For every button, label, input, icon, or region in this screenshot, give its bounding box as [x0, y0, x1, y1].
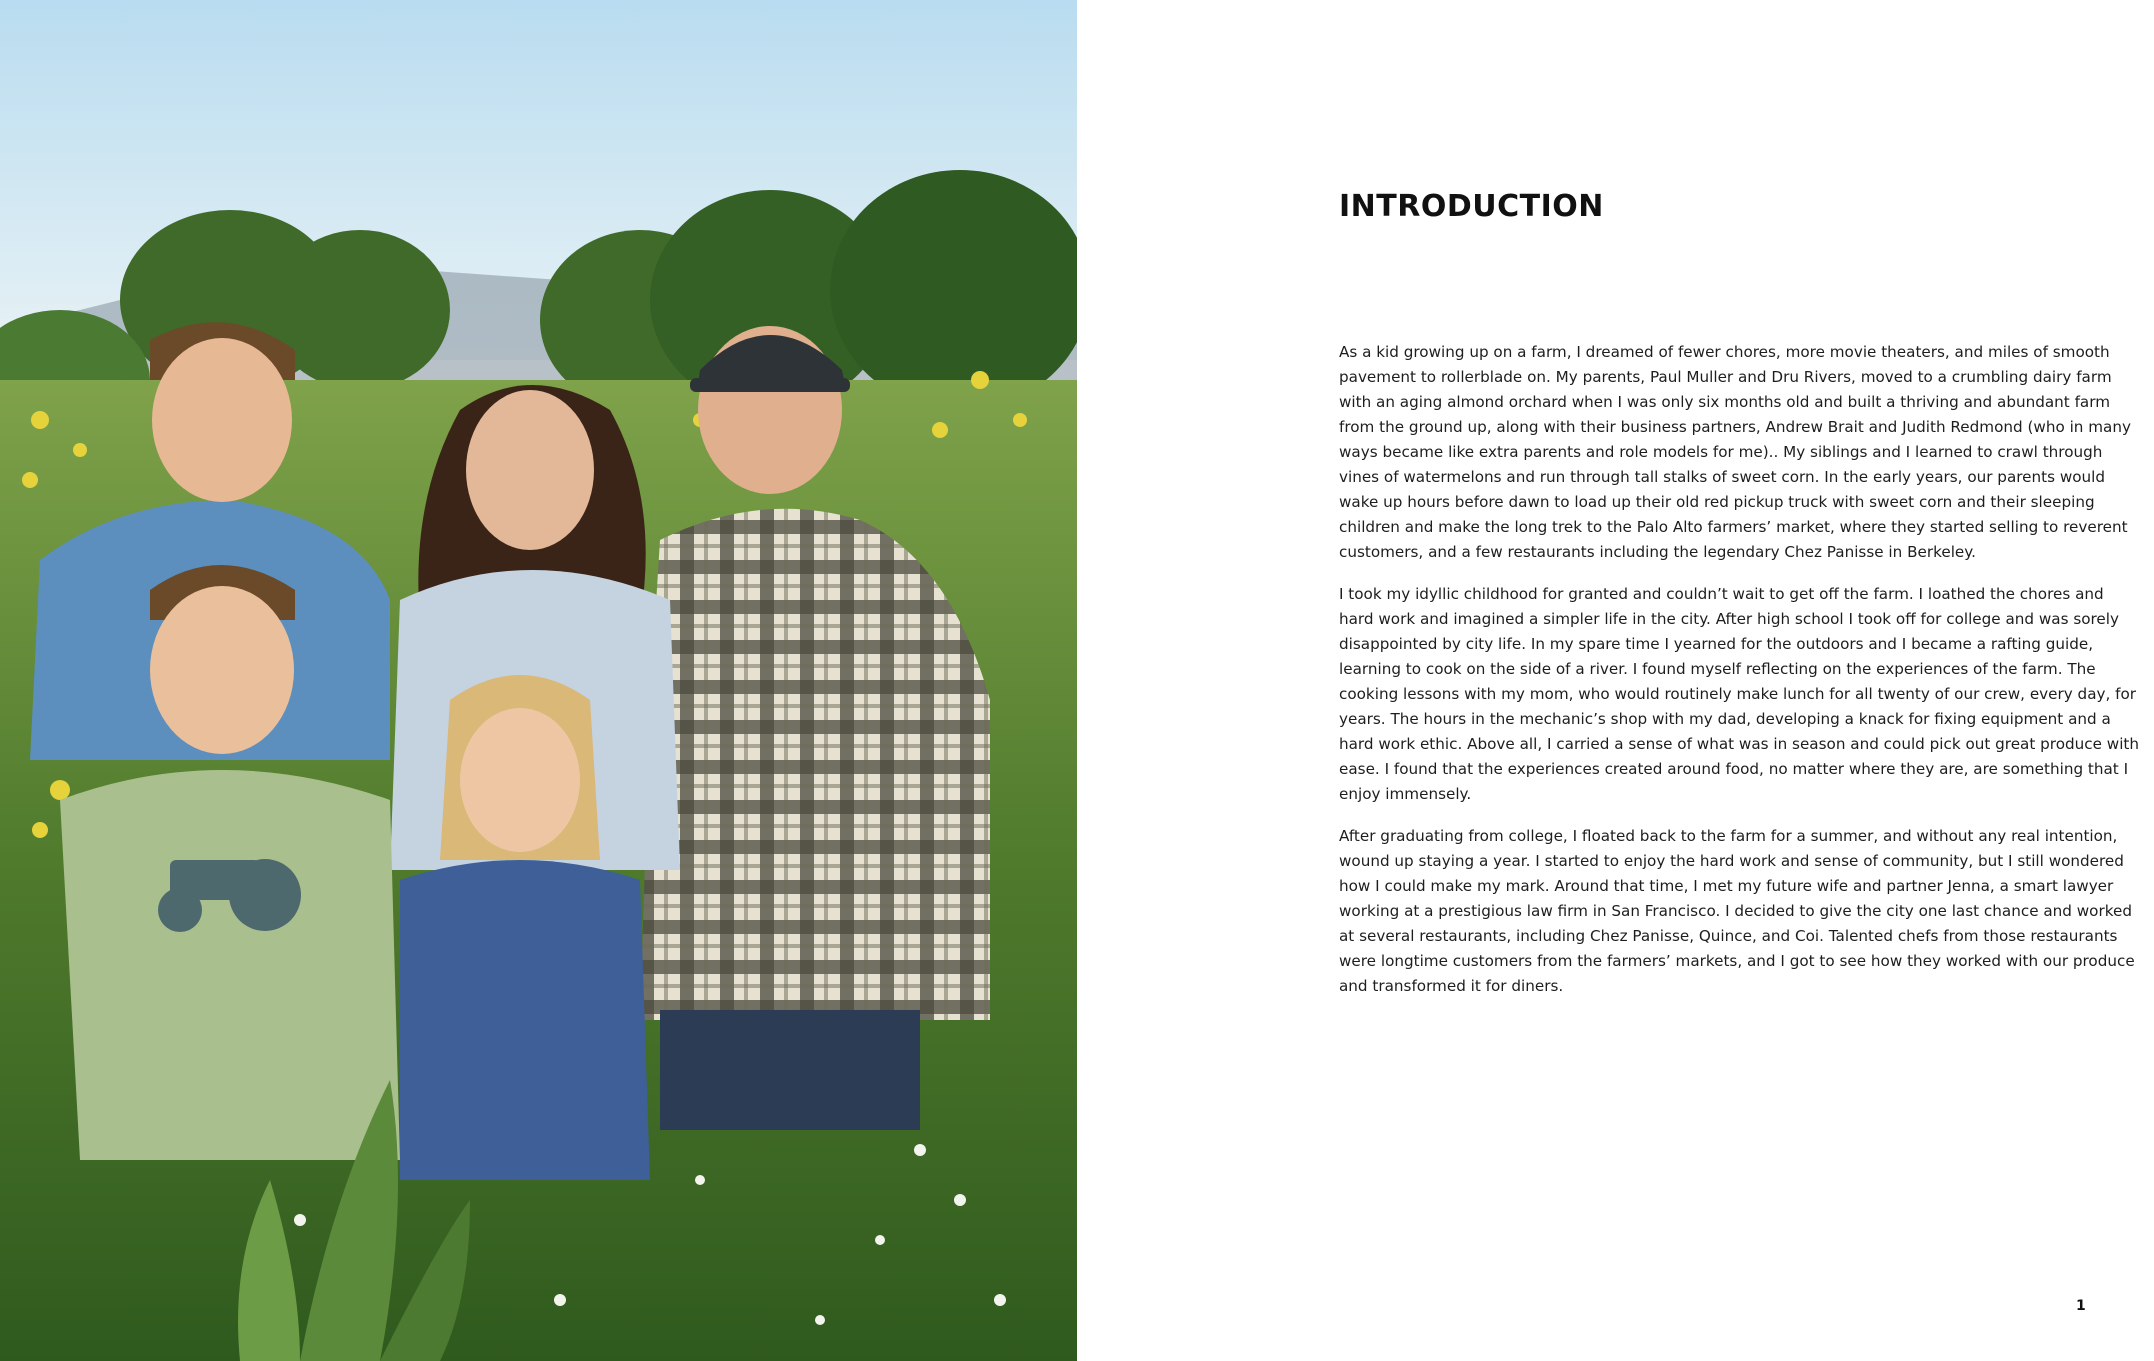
body-copy — [1339, 340, 2139, 1016]
page-number: 1 — [2076, 1298, 2086, 1314]
page-title: INTRODUCTION — [1339, 189, 1604, 224]
text-page — [1077, 0, 2154, 1361]
paragraph-2: I took my idyllic childhood for granted and couldn’t wait to get off the farm. I loathed the chores and hard work and imagined a simpler life in the city. After high school I took off for college and was sorely disappointed by city life. In my spare time I yearned for the outdoors and I became a rafting guide, learning to cook on the side of a river. I found myself reflecting on the experiences of the farm. The cooking lessons with my mom, who would routinely make lunch for all twenty of our crew, every day, for years. The hours in the mechanic’s shop with my dad, developing a knack for fixing equipment and a hard work ethic. Above all, I carried a sense of what was in season and could pick out great produce with ease. I found that the experiences created around food, no matter where they are, are something that I enjoy immensely. — [1339, 585, 2139, 803]
paragraph-1: As a kid growing up on a farm, I dreamed of fewer chores, more movie theaters, and miles of smooth pavement to rollerblade on. My parents, Paul Muller and Dru Rivers, moved to a crumbling dairy farm with an aging almond orchard when I was only six months old and built a thriving and abundant farm from the ground up, along with their business partners, Andrew Brait and Judith Redmond (who in many ways became like extra parents and role models for me).. My siblings and I learned to crawl through vines of watermelons and run through tall stalks of sweet corn. In the early years, our parents would wake up hours before dawn to load up their old red pickup truck with sweet corn and their sleeping children and make the long trek to the Palo Alto farmers’ market, where they started selling to reverent customers, and a few restaurants including the legendary Chez Panisse in Berkeley. — [1339, 343, 2131, 561]
paragraph-3: After graduating from college, I floated back to the farm for a summer, and without any real intention, wound up staying a year. I started to enjoy the hard work and sense of community, but I still wondered how I could make my mark. Around that time, I met my future wife and partner Jenna, a smart lawyer working at a prestigious law firm in San Francisco. I decided to give the city one last chance and worked at several restaurants, including Chez Panisse, Quince, and Coi. Talented chefs from those restaurants were longtime customers from the farmers’ markets, and I got to see how they worked with our produce and transformed it for diners. — [1339, 827, 2135, 995]
